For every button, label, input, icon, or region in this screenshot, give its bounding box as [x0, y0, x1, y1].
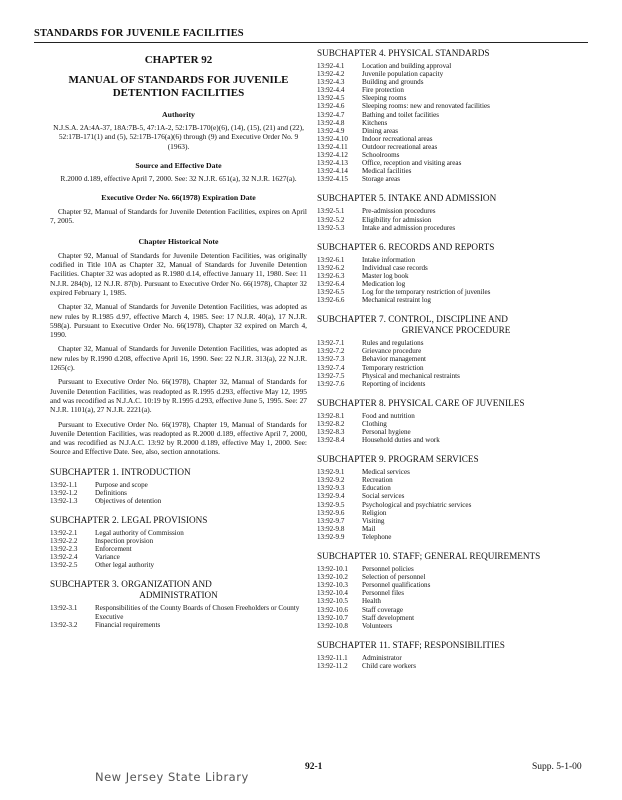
section-row — [317, 296, 490, 304]
section-number: 13:92-9.9 — [317, 532, 345, 541]
section-title: Enforcement — [95, 545, 132, 554]
subchapter-title: SUBCHAPTER 11. STAFF; RESPONSIBILITIES — [317, 639, 505, 650]
section-number: 13:92-6.1 — [317, 255, 345, 264]
section-title: Storage areas — [362, 175, 401, 184]
section-list — [317, 339, 460, 388]
section-row — [317, 533, 471, 541]
section-title: Food and nutrition — [362, 411, 415, 420]
section-number: 13:92-7.4 — [317, 363, 345, 372]
section-row — [317, 288, 490, 296]
section-title: Reporting of incidents — [362, 379, 426, 388]
section-list — [317, 412, 440, 444]
section-title: Responsibilities of the County Boards of Chosen Freeholders or County Executive — [95, 604, 300, 621]
section-number: 13:92-2.1 — [50, 529, 78, 537]
section-number: 13:92-2.3 — [50, 545, 78, 554]
subchapter-title: SUBCHAPTER 6. RECORDS AND REPORTS — [317, 241, 495, 252]
subchapter-title: SUBCHAPTER 5. INTAKE AND ADMISSION — [317, 193, 497, 204]
subchapter-title: SUBCHAPTER 8. PHYSICAL CARE OF JUVENILES — [317, 397, 525, 408]
subchapter-title: SUBCHAPTER 9. PROGRAM SERVICES — [317, 454, 479, 465]
section-number: 13:92-7.2 — [317, 347, 345, 356]
section-title: Log for the temporary restriction of juveniles — [362, 288, 491, 297]
subchapter-title: SUBCHAPTER 7. CONTROL, DISCIPLINE AND — [317, 314, 508, 325]
section-title: Telephone — [362, 532, 392, 541]
section-row — [317, 517, 471, 525]
subchapter-block — [317, 551, 595, 630]
section-row — [317, 159, 490, 167]
section-number: 13:92-7.3 — [317, 355, 345, 364]
section-title: Financial requirements — [95, 620, 161, 629]
subchapter-block — [317, 640, 595, 670]
section-title: Office, reception and visiting areas — [362, 159, 462, 168]
section-title: Purpose and scope — [95, 480, 148, 489]
history-paragraph: Chapter 92, Manual of Standards for Juvenile Detention Facilities, was originally codified in Title 10A as Chapter 32, Manual of Standards for Juvenile Detention Facilities. Chapter 32 was adopted as R.1980 d.14, effective January 11, 1980. See: 11 N.J.R. 284(b), 12 N.J.R. 87(b). Pursuant to Executive Order No. 66(1978), Chapter 32 expired February 1, 1985. — [50, 250, 307, 297]
section-title: Medication log — [362, 279, 406, 288]
section-row — [317, 111, 490, 119]
section-title: Household duties and work — [362, 436, 440, 445]
section-number: 13:92-9.5 — [317, 500, 345, 509]
section-row — [317, 565, 430, 573]
section-number: 13:92-3.2 — [50, 620, 78, 629]
section-row — [317, 207, 455, 215]
section-number: 13:92-10.3 — [317, 581, 348, 590]
section-number: 13:92-4.10 — [317, 134, 348, 143]
section-row — [317, 175, 490, 183]
section-title: Psychological and psychiatric services — [362, 500, 472, 509]
section-row — [317, 135, 490, 143]
section-number: 13:92-9.6 — [317, 508, 345, 517]
subchapter-title: SUBCHAPTER 3. ORGANIZATION AND — [50, 579, 212, 590]
section-title: Intake and admission procedures — [362, 223, 456, 232]
section-title: Indoor recreational areas — [362, 134, 433, 143]
section-row — [317, 509, 471, 517]
history-paragraph: Chapter 32, Manual of Standards for Juvenile Detention Facilities, was adopted as new rules by R.1985 d.97, effective March 4, 1985. See: 17 N.J.R. 40(a), 17 N.J.R. 598(a). Pursuant to Executive Order No. 66(1978), Chapter 32 expired on March 4, 1990. — [50, 302, 307, 340]
section-title: Mail — [362, 524, 376, 533]
source-text: R.2000 d.189, effective April 7, 2000. See: 32 N.J.R. 651(a), 32 N.J.R. 1627(a). — [60, 173, 297, 183]
section-number: 13:92-6.5 — [317, 288, 345, 297]
subchapter-title: SUBCHAPTER 4. PHYSICAL STANDARDS — [317, 48, 490, 58]
expiration-text: Chapter 92, Manual of Standards for Juvenile Detention Facilities, expires on April 7, 2005. — [50, 207, 307, 226]
section-title: Schoolrooms — [362, 151, 400, 160]
section-number: 13:92-2.2 — [50, 537, 78, 546]
section-number: 13:92-1.1 — [50, 480, 78, 489]
section-list — [50, 529, 184, 569]
section-row — [317, 264, 490, 272]
left-table-of-contents — [50, 467, 307, 629]
section-row — [317, 272, 490, 280]
section-row — [317, 167, 490, 175]
section-title: Medical facilities — [362, 167, 412, 176]
section-row — [317, 119, 490, 127]
section-number: 13:92-8.4 — [317, 436, 345, 445]
subchapter-block — [317, 454, 595, 541]
section-row — [317, 606, 430, 614]
section-title: Child care workers — [362, 661, 416, 670]
section-title: Dining areas — [362, 126, 399, 135]
section-title: Personnel policies — [362, 565, 414, 574]
section-row — [50, 553, 184, 561]
section-row — [317, 589, 430, 597]
section-row — [317, 380, 460, 388]
authority-text: N.J.S.A. 2A:4A-37, 18A:7B-5, 47:1A-2, 52:17B-170(e)(6), (14), (15), (21) and (22), 52:17B-171(1) and (5), 52:17B-176(a)(6) through (9) and Executive Order No. 9 (1963). — [53, 123, 304, 151]
section-number: 13:92-9.7 — [317, 516, 345, 525]
section-title: Master log book — [362, 271, 409, 280]
section-number: 13:92-10.7 — [317, 613, 348, 622]
section-title: Fire protection — [362, 86, 404, 95]
section-number: 13:92-10.5 — [317, 597, 348, 606]
section-row — [317, 216, 455, 224]
section-title: Staff development — [362, 613, 415, 622]
section-row — [317, 372, 460, 380]
section-title: Religion — [362, 508, 387, 517]
section-number: 13:92-4.9 — [317, 126, 345, 135]
section-number: 13:92-1.3 — [50, 496, 78, 505]
section-number: 13:92-10.4 — [317, 589, 348, 598]
section-title: Recreation — [362, 476, 393, 485]
subchapter-block — [317, 242, 595, 305]
section-title: Medical services — [362, 468, 410, 477]
subchapter-block — [317, 314, 595, 388]
section-number: 13:92-9.8 — [317, 524, 345, 533]
section-title: Sleeping rooms — [362, 94, 407, 103]
section-row — [317, 143, 490, 151]
right-column — [317, 48, 595, 670]
section-number: 13:92-9.1 — [317, 468, 345, 477]
subchapter-block — [50, 467, 307, 505]
section-number: 13:92-4.8 — [317, 118, 345, 127]
section-row — [317, 62, 490, 70]
section-number: 13:92-9.2 — [317, 476, 345, 485]
section-row — [317, 70, 490, 78]
section-title: Pre-admission procedures — [362, 207, 436, 216]
section-title: Sleeping rooms: new and renovated facilities — [362, 102, 490, 111]
section-row — [317, 476, 471, 484]
section-row — [317, 662, 416, 670]
section-number: 13:92-5.3 — [317, 223, 345, 232]
section-title: Mechanical restraint log — [362, 296, 431, 305]
section-number: 13:92-1.2 — [50, 488, 78, 497]
section-title: Personal hygiene — [362, 428, 411, 436]
section-row — [50, 604, 307, 620]
section-number: 13:92-5.1 — [317, 207, 345, 216]
section-number: 13:92-2.5 — [50, 561, 78, 570]
section-row — [317, 436, 440, 444]
section-row — [50, 529, 184, 537]
section-title: Eligibility for admission — [362, 215, 432, 224]
section-title: Location and building approval — [362, 62, 452, 70]
section-title: Temporary restriction — [362, 363, 424, 372]
section-title: Inspection provision — [95, 537, 154, 546]
section-row — [317, 364, 460, 372]
section-title: Grievance procedure — [362, 347, 422, 356]
subchapter-block — [317, 398, 595, 444]
section-title: Intake information — [362, 255, 415, 264]
section-number: 13:92-10.6 — [317, 605, 348, 614]
history-paragraph: Chapter 32, Manual of Standards for Juvenile Detention Facilities, was adopted as new rules by R.1990 d.208, effective April 16, 1990. See: 22 N.J.R. 313(a), 22 N.J.R. 1265(c). — [50, 344, 307, 373]
section-title: Health — [362, 597, 381, 606]
authority-heading: Authority — [162, 110, 195, 119]
section-row — [317, 525, 471, 533]
section-number: 13:92-10.8 — [317, 621, 348, 630]
expiration-heading: Executive Order No. 66(1978) Expiration Date — [101, 193, 256, 203]
section-row — [317, 468, 471, 476]
section-row — [50, 621, 307, 629]
section-title: Individual case records — [362, 263, 428, 272]
section-number: 13:92-4.11 — [317, 142, 348, 151]
section-number: 13:92-10.2 — [317, 573, 348, 582]
section-row — [317, 581, 430, 589]
section-list — [317, 207, 455, 231]
chapter-label: CHAPTER 92 — [144, 54, 213, 66]
running-head: STANDARDS FOR JUVENILE FACILITIES — [34, 28, 244, 39]
section-number: 13:92-11.1 — [317, 653, 348, 662]
section-title: Rules and regulations — [362, 339, 424, 348]
section-title: Personnel files — [362, 589, 404, 598]
section-row — [317, 597, 430, 605]
section-row — [317, 256, 490, 264]
section-title: Building and grounds — [362, 78, 424, 87]
section-title: Bathing and toilet facilities — [362, 110, 440, 119]
section-number: 13:92-6.2 — [317, 263, 345, 272]
section-row — [317, 151, 490, 159]
source-heading: Source and Effective Date — [135, 160, 222, 170]
section-number: 13:92-4.13 — [317, 159, 348, 168]
section-number: 13:92-5.2 — [317, 215, 345, 224]
section-title: Staff coverage — [362, 605, 404, 614]
section-row — [317, 420, 440, 428]
section-list — [317, 565, 430, 630]
section-number: 13:92-4.14 — [317, 167, 348, 176]
section-number: 13:92-8.1 — [317, 411, 345, 420]
section-number: 13:92-6.6 — [317, 296, 345, 305]
section-row — [317, 492, 471, 500]
section-row — [50, 481, 161, 489]
section-number: 13:92-4.3 — [317, 78, 345, 87]
section-title: Legal authority of Commission — [95, 529, 184, 537]
chapter-title: MANUAL OF STANDARDS FOR JUVENILE DETENTION FACILITIES — [68, 74, 289, 99]
section-number: 13:92-3.1 — [50, 604, 78, 613]
section-row — [317, 654, 416, 662]
section-number: 13:92-4.5 — [317, 94, 345, 103]
section-title: Physical and mechanical restraints — [362, 371, 460, 380]
section-title: Visiting — [362, 516, 385, 525]
section-row — [317, 78, 490, 86]
section-title: Variance — [95, 553, 120, 562]
section-row — [50, 489, 161, 497]
library-watermark: New Jersey State Library — [95, 770, 249, 784]
section-number: 13:92-4.15 — [317, 175, 348, 184]
section-number: 13:92-11.2 — [317, 661, 348, 670]
section-row — [317, 86, 490, 94]
section-number: 13:92-10.1 — [317, 565, 348, 574]
section-row — [317, 622, 430, 630]
section-list — [50, 604, 307, 628]
subchapter-title: SUBCHAPTER 1. INTRODUCTION — [50, 466, 191, 477]
section-number: 13:92-9.4 — [317, 492, 345, 501]
section-number: 13:92-8.3 — [317, 428, 345, 436]
section-number: 13:92-4.7 — [317, 110, 345, 119]
page-number: 92-1 — [305, 762, 323, 772]
section-row — [50, 537, 184, 545]
section-number: 13:92-4.12 — [317, 151, 348, 160]
section-title: Behavior management — [362, 355, 427, 364]
subchapter-block — [50, 515, 307, 569]
section-row — [317, 573, 430, 581]
section-row — [50, 561, 184, 569]
subchapter-title: SUBCHAPTER 10. STAFF; GENERAL REQUIREMENTS — [317, 551, 541, 562]
section-list — [317, 62, 490, 183]
section-title: Definitions — [95, 488, 127, 497]
section-number: 13:92-7.5 — [317, 371, 345, 380]
section-number: 13:92-7.6 — [317, 379, 345, 388]
section-number: 13:92-6.3 — [317, 271, 345, 280]
section-row — [317, 412, 440, 420]
section-title: Outdoor recreational areas — [362, 142, 438, 151]
section-title: Clothing — [362, 419, 387, 428]
section-row — [317, 614, 430, 622]
section-title: Objectives of detention — [95, 496, 162, 505]
section-number: 13:92-4.2 — [317, 70, 345, 79]
subchapter-block — [50, 579, 307, 628]
section-row — [50, 497, 161, 505]
section-number: 13:92-8.2 — [317, 419, 345, 428]
section-number: 13:92-4.1 — [317, 62, 345, 70]
section-row — [50, 545, 184, 553]
section-row — [317, 94, 490, 102]
section-number: 13:92-7.1 — [317, 339, 345, 348]
section-title: Juvenile population capacity — [362, 70, 444, 79]
section-number: 13:92-4.6 — [317, 102, 345, 111]
section-row — [317, 339, 460, 347]
section-row — [317, 484, 471, 492]
section-number: 13:92-2.4 — [50, 553, 78, 562]
section-title: Volunteers — [362, 621, 393, 630]
section-row — [317, 501, 471, 509]
history-paragraph: Pursuant to Executive Order No. 66(1978), Chapter 32, Manual of Standards for Juvenile Detention Facilities, was readopted as R.1995 d.293, effective May 12, 1995 and was recodified as N.J.A.C. 10:19 by R.1995 d.293, effective June 5, 1995. See: 27 N.J.R. 1101(a), 27 N.J.R. 2221(a). — [50, 377, 307, 415]
section-list — [317, 468, 471, 541]
section-list — [317, 256, 490, 305]
section-title: Education — [362, 484, 391, 493]
section-row — [317, 347, 460, 355]
section-row — [317, 355, 460, 363]
section-title: Personnel qualifications — [362, 581, 431, 590]
subchapter-block — [317, 48, 595, 183]
section-number: 13:92-4.4 — [317, 86, 345, 95]
section-title: Social services — [362, 492, 405, 501]
subchapter-title-cont: GRIEVANCE PROCEDURE — [401, 325, 511, 336]
section-title: Administrator — [362, 653, 402, 662]
section-number: 13:92-6.4 — [317, 279, 345, 288]
section-title: Other legal authority — [95, 561, 155, 570]
section-list — [317, 654, 416, 670]
right-table-of-contents — [317, 48, 595, 670]
section-title: Kitchens — [362, 118, 388, 127]
section-row — [317, 224, 455, 232]
section-list — [50, 481, 161, 505]
section-number: 13:92-9.3 — [317, 484, 345, 493]
section-row — [317, 102, 490, 110]
section-row — [317, 428, 440, 436]
section-row — [317, 280, 490, 288]
left-column — [50, 48, 307, 629]
header-rule — [34, 42, 588, 43]
section-row — [317, 127, 490, 135]
subchapter-title-cont: ADMINISTRATION — [139, 590, 218, 601]
supplement-date: Supp. 5-1-00 — [532, 762, 582, 772]
history-heading: Chapter Historical Note — [138, 236, 219, 246]
section-title: Selection of personnel — [362, 573, 426, 582]
subchapter-title: SUBCHAPTER 2. LEGAL PROVISIONS — [50, 515, 208, 525]
history-paragraph: Pursuant to Executive Order No. 66(1978), Chapter 19, Manual of Standards for Juvenile Detention Facilities, was readopted as R.2000 d.189, effective April 7, 2000, and was recodified as N.J.A.C. 13:92 by R.2000 d.189, effective May 1, 2000. See: Source and Effective Date. See, also, section annotations. — [50, 419, 307, 457]
subchapter-block — [317, 193, 595, 231]
